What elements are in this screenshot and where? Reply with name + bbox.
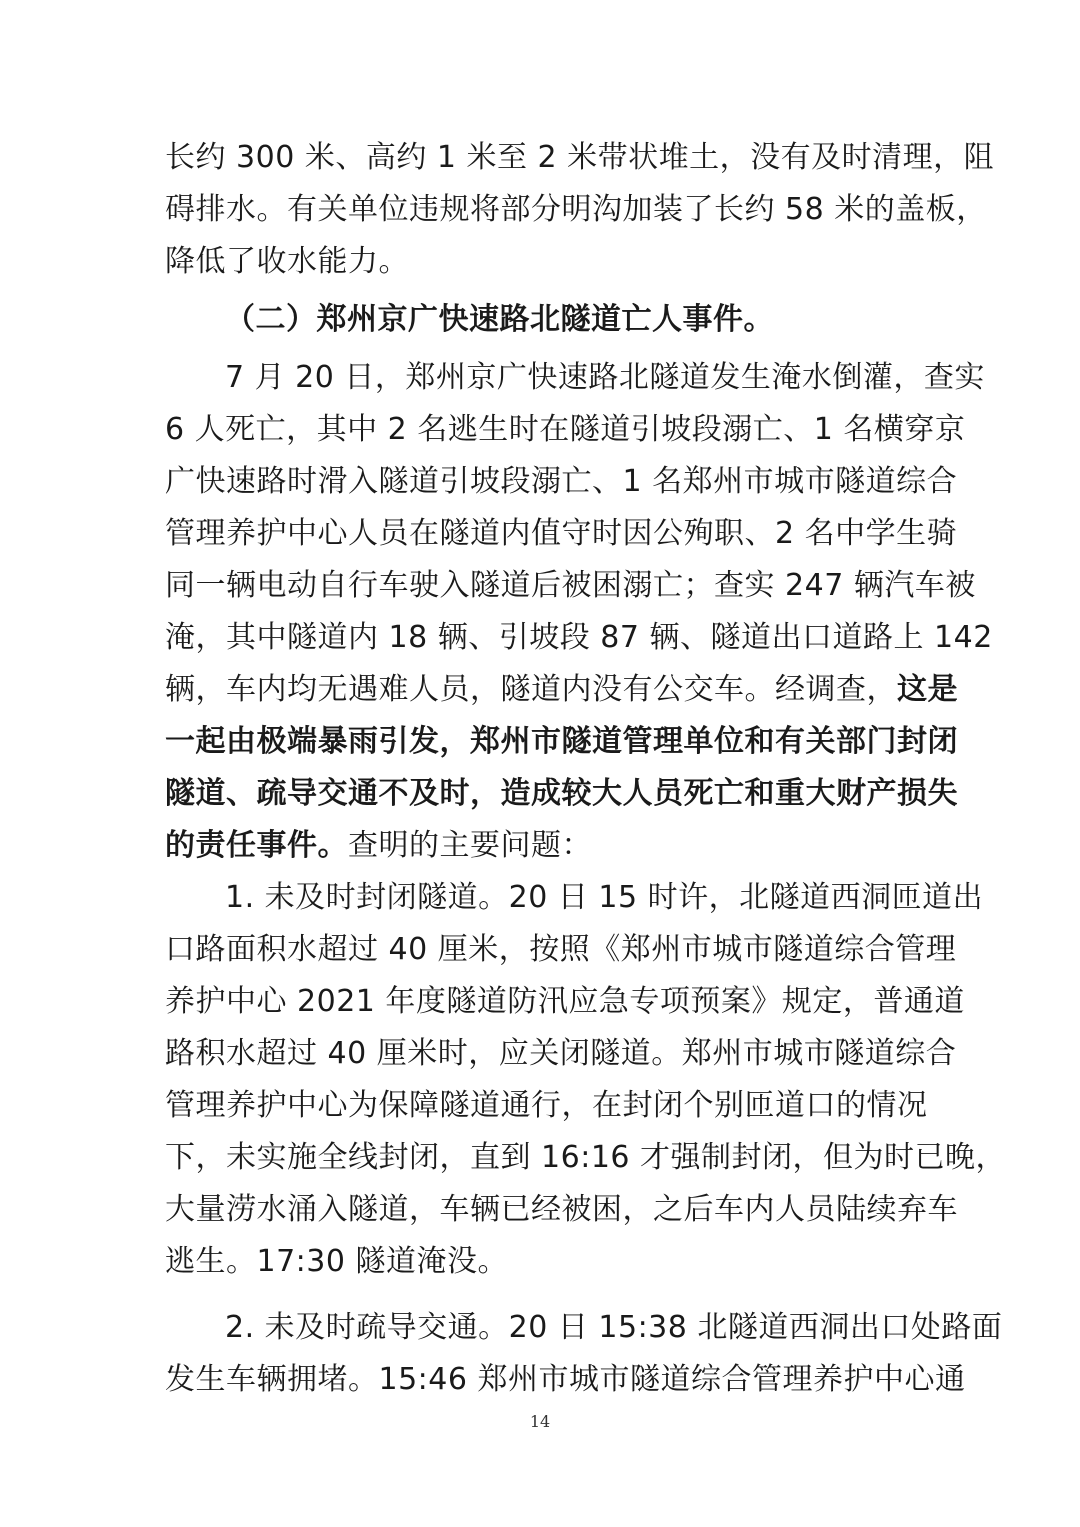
text-line: 大量涝水涌入隧道，车辆已经被困，之后车内人员陆续弃车: [165, 1192, 958, 1227]
page-number: 14: [529, 1412, 551, 1431]
bold-conclusion: 隧道、疏导交通不及时，造成较大人员死亡和重大财产损失: [165, 776, 958, 811]
bold-conclusion: 的责任事件。: [165, 828, 348, 863]
text-line: [165, 820, 921, 872]
text-line: 路积水超过 40 厘米时，应关闭隧道。郑州市城市隧道综合: [165, 1036, 957, 1071]
text-line: 7 月 20 日，郑州京广快速路北隧道发生淹水倒灌，查实: [225, 360, 985, 395]
text-line: 碍排水。有关单位违规将部分明沟加装了长约 58 米的盖板，: [165, 192, 987, 227]
text-line: 广快速路时滑入隧道引坡段溺亡、1 名郑州市城市隧道综合: [165, 464, 958, 499]
paragraph-gap: [165, 1288, 921, 1302]
text-line: 降低了收水能力。: [165, 244, 409, 279]
text-line: 下，未实施全线封闭，直到 16:16 才强制封闭，但为时已晚，: [165, 1140, 1007, 1175]
text-line: 管理养护中心人员在隧道内值守时因公殉职、2 名中学生骑: [165, 516, 958, 551]
numbered-item: 2. 未及时疏导交通。20 日 15:38 北隧道西洞出口处路面: [225, 1310, 1003, 1345]
text-line: 长约 300 米、高约 1 米至 2 米带状堆土，没有及时清理，阻: [165, 140, 995, 175]
text-run: 查明的主要问题：: [348, 828, 592, 863]
numbered-item: 1. 未及时封闭隧道。20 日 15 时许，北隧道西洞匝道出: [225, 880, 984, 915]
text-line: 养护中心 2021 年度隧道防汛应急专项预案》规定，普通道: [165, 984, 965, 1019]
text-run: 辆，车内均无遇难人员，隧道内没有公交车。经调查，: [165, 672, 897, 707]
text-line: 同一辆电动自行车驶入隧道后被困溺亡；查实 247 辆汽车被: [165, 568, 976, 603]
text-line: 管理养护中心为保障隧道通行，在封闭个别匝道口的情况: [165, 1088, 928, 1123]
text-line: 发生车辆拥堵。15:46 郑州市城市隧道综合管理养护中心通: [165, 1362, 966, 1397]
section-heading: （二）郑州京广快速路北隧道亡人事件。: [225, 302, 774, 337]
text-line: 逃生。17:30 隧道淹没。: [165, 1244, 508, 1279]
text-line: 淹，其中隧道内 18 辆、引坡段 87 辆、隧道出口道路上 142: [165, 620, 993, 655]
text-line: 口路面积水超过 40 厘米，按照《郑州市城市隧道综合管理: [165, 932, 957, 967]
bold-conclusion: 一起由极端暴雨引发，郑州市隧道管理单位和有关部门封闭: [165, 724, 958, 759]
body-text: [165, 132, 1007, 1406]
text-line: 6 人死亡，其中 2 名逃生时在隧道引坡段溺亡、1 名横穿京: [165, 412, 966, 447]
bold-conclusion: 这是: [897, 672, 958, 707]
text-line: [165, 664, 958, 716]
